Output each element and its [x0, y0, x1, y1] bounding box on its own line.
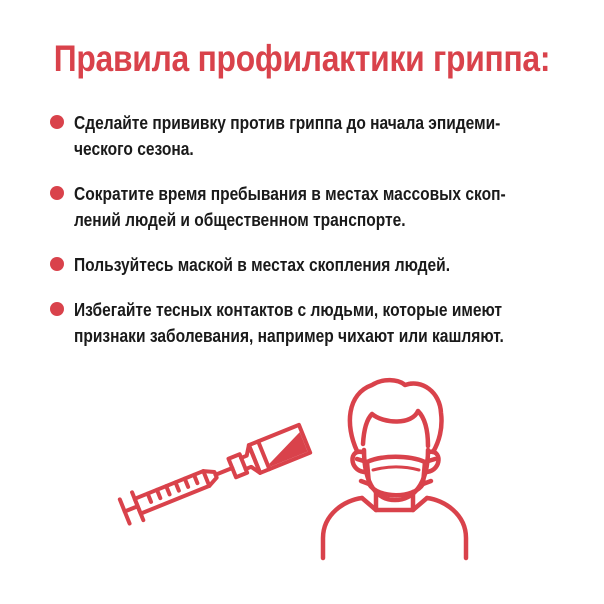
person-with-mask-icon	[323, 380, 466, 558]
rule-item-vaccination	[50, 110, 570, 162]
syringe-vial-icon	[119, 425, 310, 525]
rule-item-crowds	[50, 181, 570, 233]
rule-item-contacts	[50, 297, 570, 349]
rule-text: Сократите время пребывания в местах массовых скоп- лений людей и общественном транспорте.	[74, 183, 506, 230]
rule-item-mask	[50, 252, 570, 278]
rule-text: Пользуйтесь маской в местах скопления людей.	[74, 254, 451, 275]
prevention-rules-list	[50, 110, 570, 368]
bullet-dot-icon	[50, 115, 64, 129]
rule-text: Сделайте прививку против гриппа до начала эпидеми- ческого сезона.	[74, 112, 501, 159]
poster-title: Правила профилактики гриппа:	[53, 38, 551, 79]
bullet-dot-icon	[50, 186, 64, 200]
bullet-dot-icon	[50, 257, 64, 271]
rule-text: Избегайте тесных контактов с людьми, которые имеют признаки заболевания, например чихают или кашляют.	[74, 299, 504, 346]
bullet-dot-icon	[50, 302, 64, 316]
